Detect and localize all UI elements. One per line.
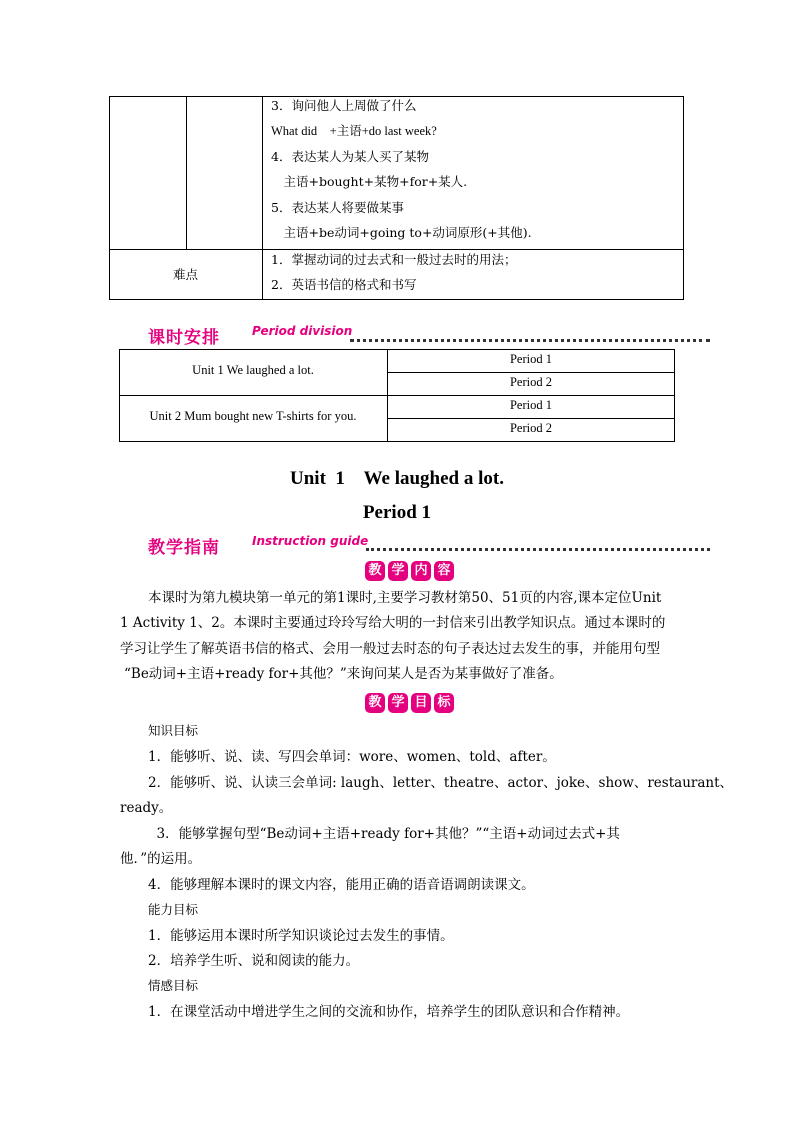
badge-char: 容 — [434, 561, 454, 581]
content-line: 1 Activity 1、2。本课时主要通过玲玲写给大明的一封信来引出教学知识点。通过本课时的 — [120, 615, 666, 631]
goal-line: 2．能够听、说、认读三会单词: laugh、letter、theatre、actor、joke、show、restaurant、 — [148, 775, 734, 791]
unit-cell: Unit 1 We laughed a lot. — [192, 363, 314, 377]
dotted-divider — [366, 548, 710, 551]
table-line: What did +主语+do last week? — [271, 124, 437, 138]
goal-line: ready。 — [120, 800, 173, 816]
period-cell: Period 1 — [509, 398, 552, 412]
badge-char: 学 — [388, 693, 408, 713]
goal-line: 3．能够掌握句型“Be动词+主语+ready for+其他？”“主语+动词过去式+其 — [143, 826, 620, 842]
table-line: 3．询问他人上周做了什么 — [271, 98, 417, 113]
content-line: 本课时为第九模块第一单元的第1课时,主要学习教材第50、51页的内容,课本定位Unit — [148, 590, 662, 606]
badge-char: 教 — [365, 693, 385, 713]
unit-cell: Unit 2 Mum bought new T-shirts for you. — [149, 409, 357, 423]
table-line: 5．表达某人将要做某事 — [271, 200, 404, 215]
emotion-label: 情感目标 — [148, 978, 199, 993]
badge-char: 学 — [388, 561, 408, 581]
goal-badge — [365, 693, 454, 713]
period-cell: Period 2 — [509, 421, 552, 435]
badge-char: 标 — [434, 693, 454, 713]
table-line: 主语+be动词+going to+动词原形(+其他). — [271, 225, 532, 240]
unit-heading: Unit 1 We laughed a lot. — [290, 468, 504, 489]
difficulty-line: 1．掌握动词的过去式和一般过去时的用法； — [271, 252, 517, 267]
period-heading: Period 1 — [362, 502, 432, 523]
content-line: 学习让学生了解英语书信的格式、会用一般过去时态的句子表达过去发生的事，并能用句型 — [120, 641, 660, 657]
table-divider — [186, 96, 187, 249]
content-badge — [365, 561, 454, 581]
table-divider — [119, 395, 675, 396]
table-divider — [387, 418, 675, 419]
badge-char: 教 — [365, 561, 385, 581]
badge-char: 内 — [411, 561, 431, 581]
difficulty-label: 难点 — [172, 267, 198, 282]
period-cell: Period 1 — [509, 352, 552, 366]
table-divider — [109, 249, 684, 250]
knowledge-label: 知识目标 — [148, 723, 199, 738]
table-line: 4．表达某人为某人买了某物 — [271, 149, 429, 164]
dotted-divider — [350, 339, 710, 342]
goal-line: 2．培养学生听、说和阅读的能力。 — [148, 953, 360, 969]
table-divider — [387, 372, 675, 373]
section-subtitle: Instruction guide — [252, 534, 369, 548]
ability-label: 能力目标 — [148, 902, 199, 917]
goal-line: 他．”的运用。 — [120, 851, 202, 867]
goal-line: 1．能够运用本课时所学知识谈论过去发生的事情。 — [148, 928, 454, 944]
section-title: 课时安排 — [148, 328, 220, 348]
table-line: 主语+bought+某物+for+某人. — [271, 174, 468, 189]
badge-char: 目 — [411, 693, 431, 713]
goal-line: 4．能够理解本课时的课文内容，能用正确的语音语调朗读课文。 — [148, 877, 535, 893]
period-cell: Period 2 — [509, 375, 552, 389]
goal-line: 1．在课堂活动中增进学生之间的交流和协作，培养学生的团队意识和合作精神。 — [148, 1004, 630, 1020]
section-title: 教学指南 — [148, 538, 220, 558]
difficulty-line: 2．英语书信的格式和书写 — [271, 277, 417, 292]
content-line: “Be动词+主语+ready for+其他？”来询问某人是否为某事做好了准备。 — [124, 666, 563, 682]
goal-line: 1．能够听、说、读、写四会单词：wore、women、told、after。 — [148, 749, 556, 765]
table-divider — [262, 96, 263, 300]
section-subtitle: Period division — [252, 324, 353, 338]
